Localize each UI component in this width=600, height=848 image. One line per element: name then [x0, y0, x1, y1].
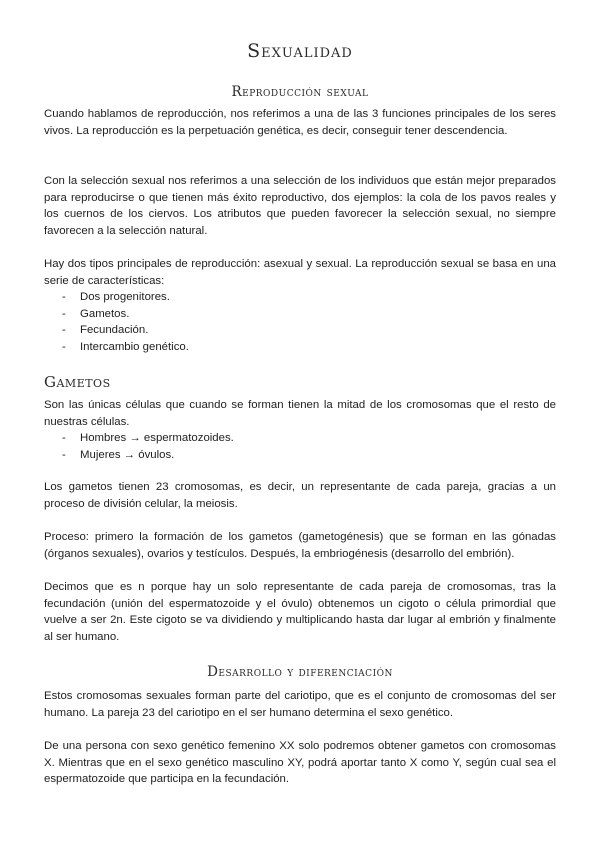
section-heading-desarrollo: Desarrollo y diferenciación: [207, 664, 393, 680]
gametes-list: [62, 430, 234, 463]
paragraph: Los gametos tienen 23 cromosomas, es decir, un representante de cada pareja, gracias a un proceso de división celular, la meiosis.: [44, 481, 556, 510]
paragraph: Decimos que es n porque hay un solo representante de cada pareja de cromosomas, tras la fecundación (unión del espermatozoide y el óvulo) obtenemos un cigoto o célula primordial que vuelve a ser 2n. Este cigoto se va dividiendo y multiplicando hasta dar lugar al embrión y finalmente al ser humano.: [44, 581, 556, 643]
list-item: - Intercambio genético.: [62, 339, 189, 356]
paragraph: Cuando hablamos de reproducción, nos referimos a una de las 3 funciones principales de los seres vivos. La reproducción es la perpetuación genética, es decir, conseguir tener descendencia.: [44, 108, 556, 137]
list-item: - Fecundación.: [62, 322, 189, 339]
list-item: - Gametos.: [62, 306, 189, 323]
list-item: - Mujeres → óvulos.: [62, 447, 234, 464]
paragraph: De una persona con sexo genético femenino XX solo podremos obtener gametos con cromosomas X. Mientras que en el sexo genético masculino XY, podrá aportar tanto X como Y, según cual sea el espermatozoide que participa en la fecundación.: [44, 740, 556, 785]
paragraph: Estos cromosomas sexuales forman parte del cariotipo, que es el conjunto de cromosomas del ser humano. La pareja 23 del cariotipo en el ser humano determina el sexo genético.: [44, 690, 556, 719]
characteristics-list: [62, 289, 189, 355]
section-heading-gametos: Gametos: [44, 373, 111, 391]
section-heading-reproduccion: Reproducción sexual: [231, 84, 369, 100]
paragraph: Hay dos tipos principales de reproducción: asexual y sexual. La reproducción sexual se basa en una serie de características:: [44, 258, 556, 287]
page-title: Sexualidad: [247, 40, 353, 62]
list-item: - Dos progenitores.: [62, 289, 189, 306]
paragraph: Son las únicas células que cuando se forman tienen la mitad de los cromosomas que el resto de nuestras células.: [44, 399, 556, 428]
paragraph: Con la selección sexual nos referimos a una selección de los individuos que están mejor preparados para reproducirse o que tienen más éxito reproductivo, dos ejemplos: la cola de los pavos reales y los cuernos de los ciervos. Los atributos que pueden favorecer la selección sexual, no siempre favorecen a la selección natural.: [44, 175, 556, 237]
paragraph: Proceso: primero la formación de los gametos (gametogénesis) que se forman en las gónadas (órganos sexuales), ovarios y testículos. Después, la embriogénesis (desarrollo del embrión).: [44, 531, 556, 560]
list-item: - Hombres → espermatozoides.: [62, 430, 234, 447]
